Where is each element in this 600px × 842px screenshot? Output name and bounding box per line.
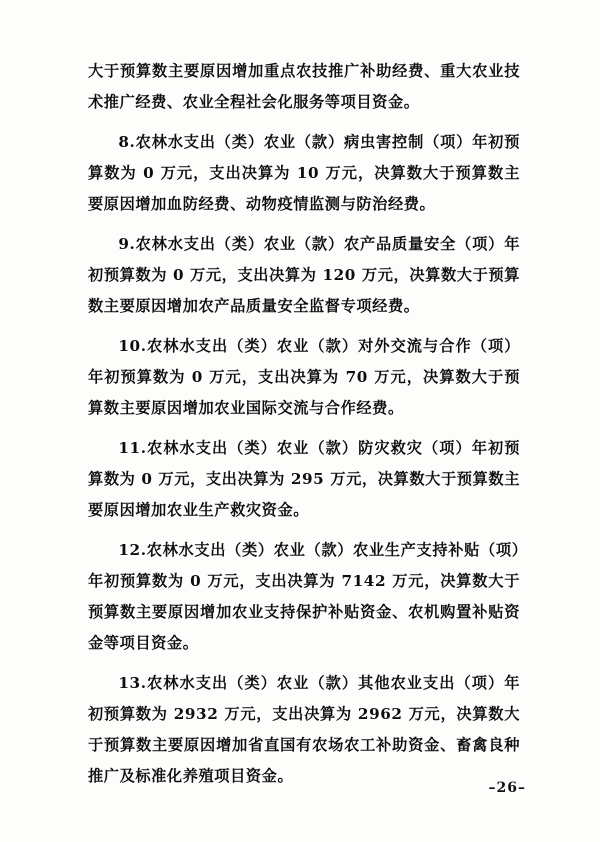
paragraph-continuation: 大于预算数主要原因增加重点农技推广补助经费、重大农业技术推广经费、农业全程社会化服务等项目资金。 [88,62,520,111]
paragraph-item-12: 12.农林水支出（类）农业（款）农业生产支持补贴（项）年初预算数为 0 万元，支出决算为 7142 万元，决算数大于预算数主要原因增加农业支持保护补贴资金、农机购置补贴资金等项目资金。 [88,541,520,652]
paragraph-item-10: 10.农林水支出（类）农业（款）对外交流与合作（项）年初预算数为 0 万元，支出决算为 70 万元，决算数大于预算数主要原因增加农业国际交流与合作经费。 [88,337,520,417]
paragraph-item-9: 9.农林水支出（类）农业（款）农产品质量安全（项）年初预算数为 0 万元，支出决算为 120 万元，决算数大于预算数主要原因增加农产品质量安全监督专项经费。 [88,235,520,315]
paragraph-item-11: 11.农林水支出（类）农业（款）防灾救灾（项）年初预算数为 0 万元，支出决算为 295 万元，决算数大于预算数主要原因增加农业生产救灾资金。 [88,439,520,519]
paragraph-item-8: 8.农林水支出（类）农业（款）病虫害控制（项）年初预算数为 0 万元，支出决算为 10 万元，决算数大于预算数主要原因增加血防经费、动物疫情监测与防治经费。 [88,133,520,213]
paragraph-item-13: 13.农林水支出（类）农业（款）其他农业支出（项）年初预算数为 2932 万元，支出决算为 2962 万元，决算数大于预算数主要原因增加省直国有农场农工补助资金、畜禽良种推广及标准化养殖项目资金。 [88,674,520,785]
page-number: –26– [488,780,526,796]
page-body-text [88,56,520,801]
